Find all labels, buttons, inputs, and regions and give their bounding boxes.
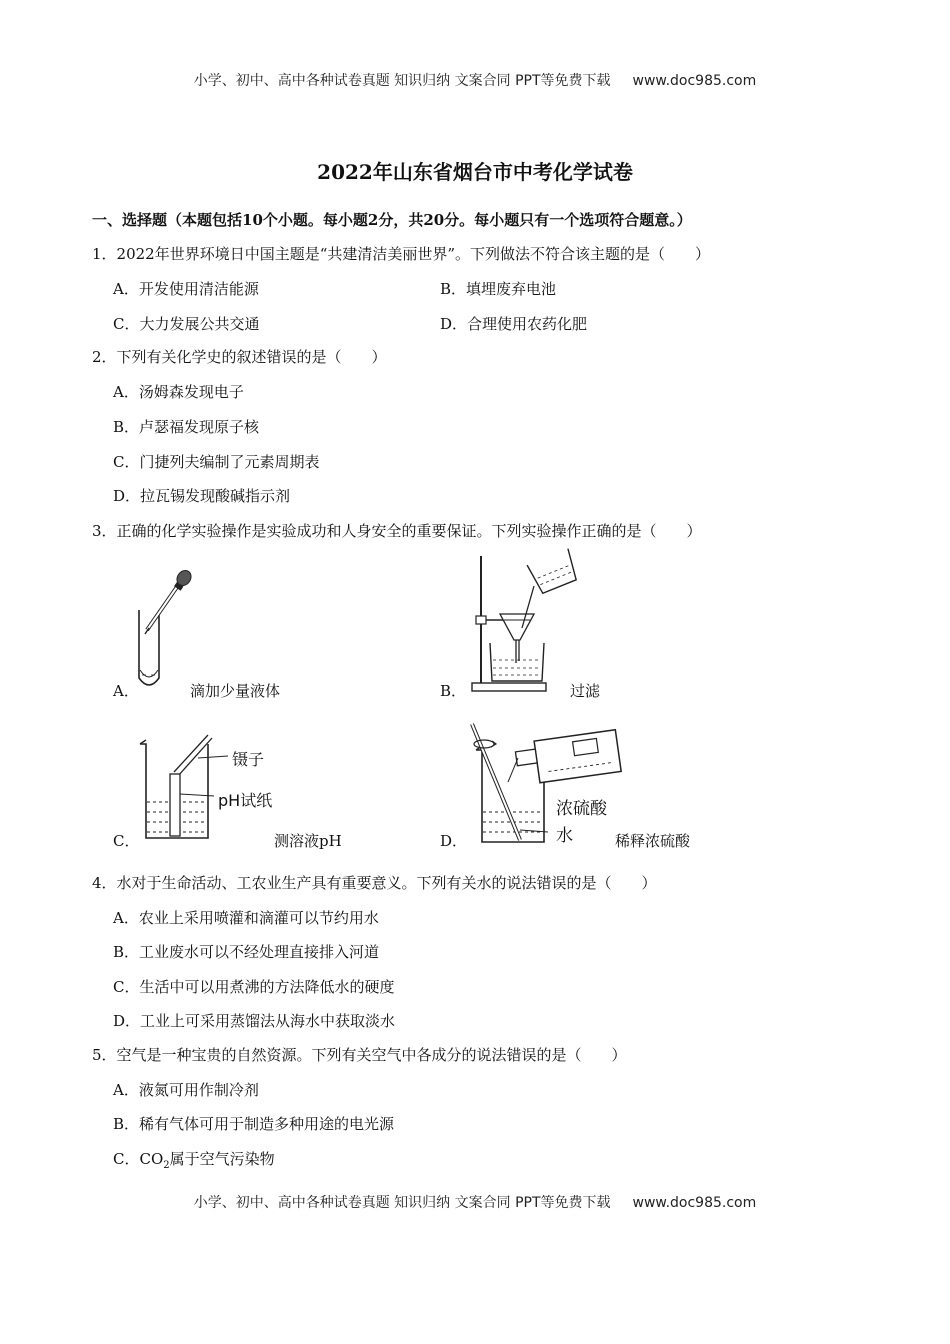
header-site[interactable]: www.doc985.com <box>632 73 757 89</box>
question-5-option-c <box>113 1148 275 1171</box>
question-4-option-c: C．生活中可以用煮沸的方法降低水的硬度 <box>113 978 395 996</box>
question-5-option-b: B．稀有气体可用于制造多种用途的电光源 <box>113 1115 395 1133</box>
question-1-option-b: B．填埋废弃电池 <box>440 280 557 298</box>
question-1-option-c: C．大力发展公共交通 <box>113 315 260 333</box>
question-3-option-a-letter: A． <box>113 682 139 700</box>
question-4-option-a: A．农业上采用喷灌和滴灌可以节约用水 <box>113 909 379 927</box>
question-2-option-a: A．汤姆森发现电子 <box>113 383 244 401</box>
question-1-stem: 1．2022年世界环境日中国主题是“共建清洁美丽世界”。下列做法不符合该主题的是（ ） <box>92 245 711 263</box>
question-5-option-a: A．液氮可用作制冷剂 <box>113 1081 259 1099</box>
figure-dropper-test-tube <box>125 568 195 696</box>
question-1-option-a: A．开发使用清洁能源 <box>113 280 259 298</box>
label-concentrated-acid: 浓硫酸 <box>556 799 607 819</box>
page-footer <box>0 1192 950 1212</box>
header-text: 小学、初中、高中各种试卷真题 知识归纳 文案合同 PPT等免费下载 <box>193 73 611 89</box>
question-3-option-d-text: 稀释浓硫酸 <box>615 832 691 850</box>
question-4-option-d: D．工业上可采用蒸馏法从海水中获取淡水 <box>113 1012 396 1030</box>
question-3-option-b-text: 过滤 <box>570 682 601 700</box>
question-3-stem: 3．正确的化学实验操作是实验成功和人身安全的重要保证。下列实验操作正确的是（ ） <box>92 522 702 540</box>
question-2-option-d: D．拉瓦锡发现酸碱指示剂 <box>113 487 291 505</box>
label-ph-paper: pH试纸 <box>218 791 273 810</box>
figure-dilute-acid <box>462 722 632 850</box>
question-2-option-c: C．门捷列夫编制了元素周期表 <box>113 453 320 471</box>
question-5-option-c-prefix: C．CO <box>113 1150 164 1168</box>
question-5-option-c-suffix: 属于空气污染物 <box>169 1150 275 1168</box>
question-2-stem: 2．下列有关化学史的叙述错误的是（ ） <box>92 348 387 366</box>
footer-site[interactable]: www.doc985.com <box>632 1195 757 1211</box>
question-2-option-b: B．卢瑟福发现原子核 <box>113 418 260 436</box>
question-4-stem: 4．水对于生命活动、工农业生产具有重要意义。下列有关水的说法错误的是（ ） <box>92 874 657 892</box>
question-3-option-b-letter: B． <box>440 682 467 700</box>
question-1-option-d: D．合理使用农药化肥 <box>440 315 588 333</box>
question-4-option-b: B．工业废水可以不经处理直接排入河道 <box>113 943 380 961</box>
label-water: 水 <box>556 826 573 846</box>
question-3-option-d-letter: D． <box>440 832 468 850</box>
question-5-option-c-subscript: 2 <box>163 1160 170 1171</box>
label-tweezers: 镊子 <box>232 750 265 769</box>
question-3-option-c-letter: C． <box>113 832 140 850</box>
question-3-option-c-text: 测溶液pH <box>274 832 342 850</box>
page-title: 2022年山东省烟台市中考化学试卷 <box>317 160 633 184</box>
figure-filtration <box>462 548 582 694</box>
page-header <box>0 70 950 90</box>
question-5-stem: 5．空气是一种宝贵的自然资源。下列有关空气中各成分的说法错误的是（ ） <box>92 1046 627 1064</box>
question-3-option-a-text: 滴加少量液体 <box>190 682 281 700</box>
section-heading: 一、选择题（本题包括10个小题。每小题2分，共20分。每小题只有一个选项符合题意。） <box>92 211 692 229</box>
footer-text: 小学、初中、高中各种试卷真题 知识归纳 文案合同 PPT等免费下载 <box>193 1195 611 1211</box>
